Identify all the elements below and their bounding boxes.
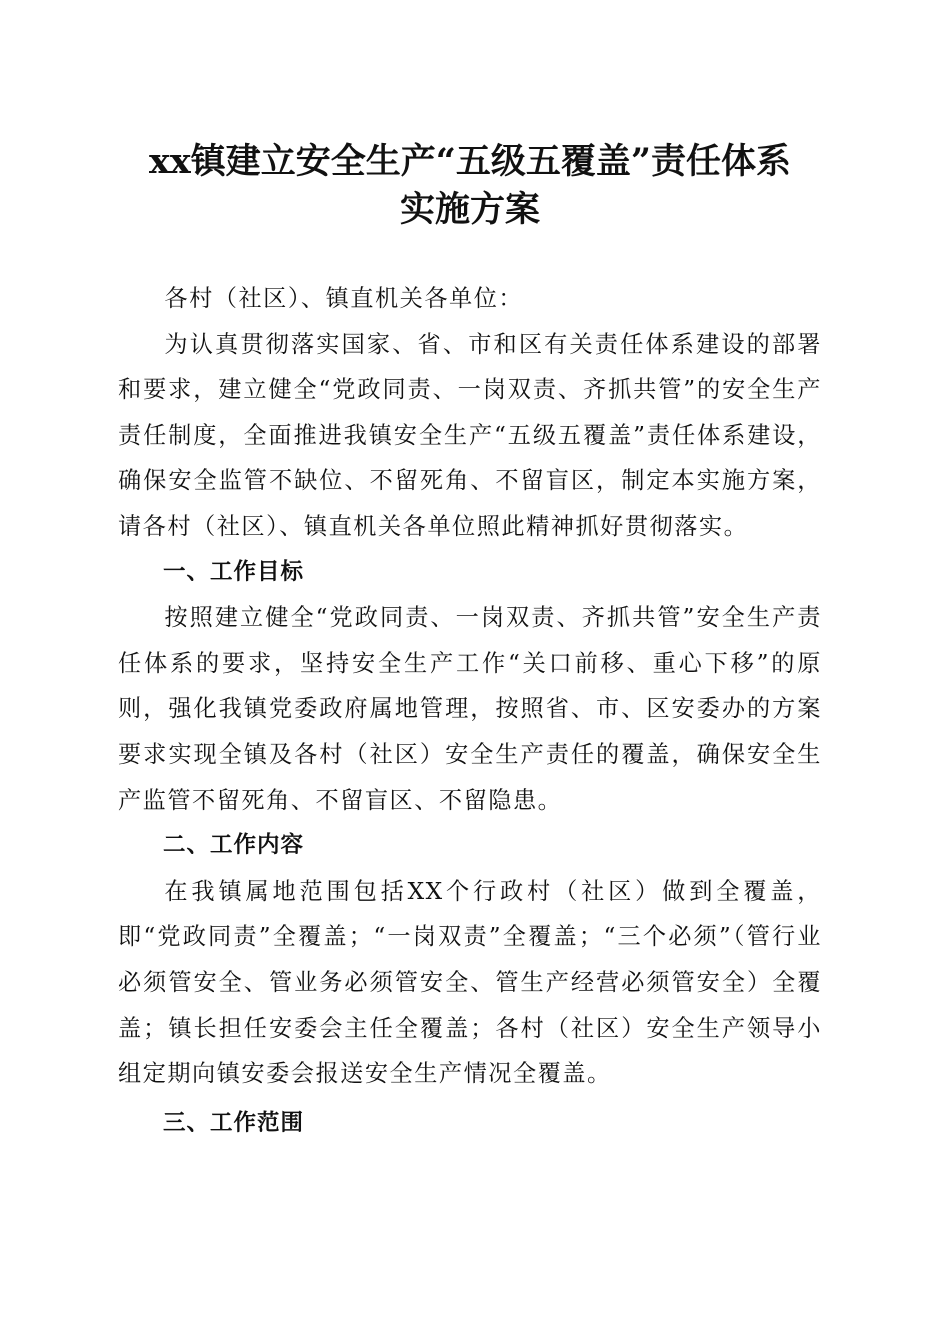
document-title	[118, 138, 822, 234]
section-text-1: 按照建立健全“党政同责、一岗双责、齐抓共管”安全生产责任体系的要求，坚持安全生产工作“关口前移、重心下移”的原则，强化我镇党委政府属地管理，按照省、市、区安委办的方案要求实现全镇及各村（社区）安全生产责任的覆盖，确保安全生产监管不留死角、不留盲区、不留隐患。	[118, 604, 822, 814]
section-heading-3: 三、工作范围	[163, 1109, 305, 1136]
salutation: 各村（社区）、镇直机关各单位：	[164, 285, 524, 312]
section-heading-1: 一、工作目标	[163, 558, 305, 585]
section-text-2: 在我镇属地范围包括XX个行政村（社区）做到全覆盖，即“党政同责”全覆盖；“一岗双责”全覆盖；“三个必须”（管行业必须管安全、管业务必须管安全、管生产经营必须管安全）全覆盖；镇长担任安委会主任全覆盖；各村（社区）安全生产领导小组定期向镇安委会报送安全生产情况全覆盖。	[118, 877, 822, 1088]
section-heading-2: 二、工作内容	[163, 832, 305, 859]
document-page	[118, 138, 822, 1146]
intro-paragraph: 为认真贯彻落实国家、省、市和区有关责任体系建设的部署和要求，建立健全“党政同责、一岗双责、齐抓共管”的安全生产责任制度，全面推进我镇安全生产“五级五覆盖”责任体系建设，确保安全监管不缺位、不留死角、不留盲区，制定本实施方案，请各村（社区）、镇直机关各单位照此精神抓好贯彻落实。	[118, 330, 822, 540]
title-line-2: 实施方案	[399, 189, 540, 230]
document-body	[118, 276, 822, 1146]
title-line-1: xx镇建立安全生产“五级五覆盖”责任体系	[149, 141, 791, 182]
